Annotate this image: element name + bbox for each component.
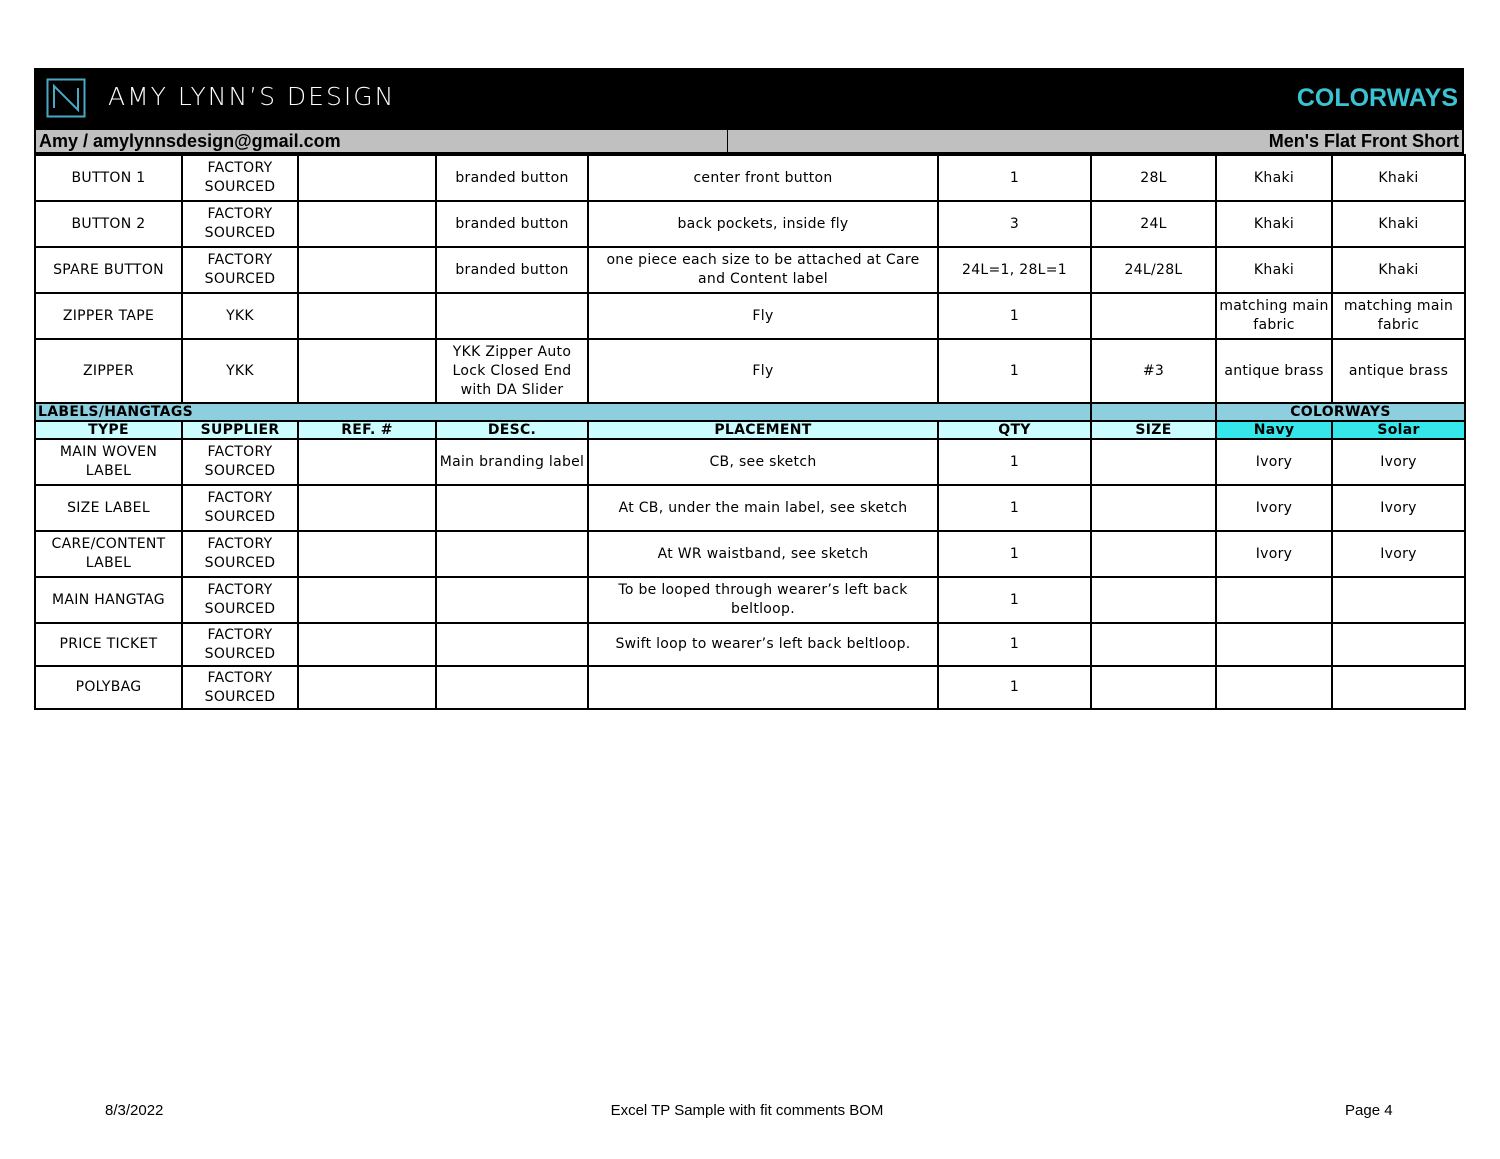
cell-type: PRICE TICKET bbox=[35, 623, 182, 666]
cell-placement: one piece each size to be attached at Care and Content label bbox=[588, 247, 938, 293]
cell-ref bbox=[298, 339, 436, 403]
cell-ref bbox=[298, 155, 436, 201]
cell-ref bbox=[298, 623, 436, 666]
cell-size bbox=[1091, 293, 1216, 339]
table-row bbox=[35, 531, 1465, 577]
labels-section-header bbox=[35, 403, 1465, 439]
cell-placement: center front button bbox=[588, 155, 938, 201]
cell-size bbox=[1091, 666, 1216, 709]
cell-type: POLYBAG bbox=[35, 666, 182, 709]
cell-supplier: FACTORY SOURCED bbox=[182, 247, 298, 293]
cell-qty: 24L=1, 28L=1 bbox=[938, 247, 1091, 293]
table-row bbox=[35, 293, 1465, 339]
cell-navy: Ivory bbox=[1216, 439, 1332, 485]
cell-supplier: YKK bbox=[182, 293, 298, 339]
cell-navy bbox=[1216, 577, 1332, 623]
cell-navy: antique brass bbox=[1216, 339, 1332, 403]
header-solar: Solar bbox=[1332, 421, 1465, 439]
table-row bbox=[35, 666, 1465, 709]
cell-placement: At WR waistband, see sketch bbox=[588, 531, 938, 577]
header-supplier: SUPPLIER bbox=[182, 421, 298, 439]
cell-type: BUTTON 2 bbox=[35, 201, 182, 247]
cell-ref bbox=[298, 201, 436, 247]
cell-solar: Khaki bbox=[1332, 155, 1465, 201]
cell-desc bbox=[436, 623, 588, 666]
cell-placement: Fly bbox=[588, 293, 938, 339]
cell-navy bbox=[1216, 623, 1332, 666]
cell-desc: branded button bbox=[436, 201, 588, 247]
cell-desc bbox=[436, 577, 588, 623]
table-row bbox=[35, 201, 1465, 247]
cell-supplier: FACTORY SOURCED bbox=[182, 577, 298, 623]
header-desc: DESC. bbox=[436, 421, 588, 439]
cell-type: CARE/CONTENT LABEL bbox=[35, 531, 182, 577]
colorways-header: COLORWAYS bbox=[1216, 403, 1465, 421]
cell-placement: Fly bbox=[588, 339, 938, 403]
cell-desc: Main branding label bbox=[436, 439, 588, 485]
cell-navy: Khaki bbox=[1216, 201, 1332, 247]
cell-desc bbox=[436, 293, 588, 339]
cell-desc bbox=[436, 531, 588, 577]
header-placement: PLACEMENT bbox=[588, 421, 938, 439]
cell-navy: Khaki bbox=[1216, 155, 1332, 201]
cell-placement: Swift loop to wearer’s left back beltloop. bbox=[588, 623, 938, 666]
cell-size: 28L bbox=[1091, 155, 1216, 201]
cell-solar: Khaki bbox=[1332, 201, 1465, 247]
footer-document: Excel TP Sample with fit comments BOM bbox=[610, 1102, 884, 1119]
cell-supplier: FACTORY SOURCED bbox=[182, 623, 298, 666]
header-type: TYPE bbox=[35, 421, 182, 439]
cell-qty: 1 bbox=[938, 531, 1091, 577]
cell-qty: 1 bbox=[938, 666, 1091, 709]
cell-solar: Khaki bbox=[1332, 247, 1465, 293]
cell-type: ZIPPER TAPE bbox=[35, 293, 182, 339]
table-row bbox=[35, 439, 1465, 485]
header-ref: REF. # bbox=[298, 421, 436, 439]
cell-size bbox=[1091, 531, 1216, 577]
cell-type: SPARE BUTTON bbox=[35, 247, 182, 293]
cell-size: #3 bbox=[1091, 339, 1216, 403]
table-row bbox=[35, 339, 1465, 403]
cell-placement: At CB, under the main label, see sketch bbox=[588, 485, 938, 531]
cell-solar: matching main fabric bbox=[1332, 293, 1465, 339]
cell-ref bbox=[298, 247, 436, 293]
cell-size bbox=[1091, 485, 1216, 531]
cell-qty: 1 bbox=[938, 577, 1091, 623]
cell-qty: 3 bbox=[938, 201, 1091, 247]
cell-desc: YKK Zipper Auto Lock Closed End with DA Slider bbox=[436, 339, 588, 403]
cell-placement: CB, see sketch bbox=[588, 439, 938, 485]
header-navy: Navy bbox=[1216, 421, 1332, 439]
table-row bbox=[35, 155, 1465, 201]
cell-ref bbox=[298, 293, 436, 339]
table-row bbox=[35, 485, 1465, 531]
brand-name: AMY LYNN’S DESIGN bbox=[108, 82, 396, 111]
table-row bbox=[35, 577, 1465, 623]
section-row bbox=[35, 403, 1465, 421]
cell-desc bbox=[436, 666, 588, 709]
cell-solar: Ivory bbox=[1332, 439, 1465, 485]
cell-type: BUTTON 1 bbox=[35, 155, 182, 201]
footer-page: Page 4 bbox=[1345, 1102, 1393, 1119]
product-name: Men's Flat Front Short bbox=[1268, 131, 1459, 151]
bom-table bbox=[34, 154, 1466, 710]
cell-placement: To be looped through wearer’s left back beltloop. bbox=[588, 577, 938, 623]
labels-table-body bbox=[35, 439, 1465, 709]
cell-ref bbox=[298, 439, 436, 485]
cell-ref bbox=[298, 666, 436, 709]
cell-size bbox=[1091, 623, 1216, 666]
header-banner bbox=[34, 68, 1464, 130]
cell-navy: Khaki bbox=[1216, 247, 1332, 293]
cell-solar bbox=[1332, 666, 1465, 709]
cell-navy: matching main fabric bbox=[1216, 293, 1332, 339]
page-title: COLORWAYS bbox=[1296, 84, 1458, 112]
cell-supplier: FACTORY SOURCED bbox=[182, 201, 298, 247]
cell-supplier: YKK bbox=[182, 339, 298, 403]
logo-icon bbox=[46, 78, 86, 118]
cell-navy: Ivory bbox=[1216, 531, 1332, 577]
cell-supplier: FACTORY SOURCED bbox=[182, 439, 298, 485]
cell-supplier: FACTORY SOURCED bbox=[182, 666, 298, 709]
cell-solar bbox=[1332, 577, 1465, 623]
table-row bbox=[35, 247, 1465, 293]
section-spacer bbox=[1091, 403, 1216, 421]
cell-supplier: FACTORY SOURCED bbox=[182, 531, 298, 577]
cell-desc bbox=[436, 485, 588, 531]
table-row bbox=[35, 623, 1465, 666]
bom-sheet bbox=[34, 68, 1464, 710]
cell-size bbox=[1091, 439, 1216, 485]
cell-ref bbox=[298, 485, 436, 531]
section-title: LABELS/HANGTAGS bbox=[35, 403, 1091, 421]
cell-desc: branded button bbox=[436, 247, 588, 293]
cell-ref bbox=[298, 577, 436, 623]
trims-table-body bbox=[35, 155, 1465, 403]
cell-navy: Ivory bbox=[1216, 485, 1332, 531]
cell-supplier: FACTORY SOURCED bbox=[182, 485, 298, 531]
cell-type: ZIPPER bbox=[35, 339, 182, 403]
cell-type: SIZE LABEL bbox=[35, 485, 182, 531]
cell-placement bbox=[588, 666, 938, 709]
cell-qty: 1 bbox=[938, 623, 1091, 666]
cell-size: 24L bbox=[1091, 201, 1216, 247]
cell-ref bbox=[298, 531, 436, 577]
cell-qty: 1 bbox=[938, 155, 1091, 201]
cell-type: MAIN HANGTAG bbox=[35, 577, 182, 623]
cell-qty: 1 bbox=[938, 339, 1091, 403]
cell-navy bbox=[1216, 666, 1332, 709]
header-qty: QTY bbox=[938, 421, 1091, 439]
contact-info: Amy / amylynnsdesign@gmail.com bbox=[36, 130, 728, 152]
cell-desc: branded button bbox=[436, 155, 588, 201]
cell-placement: back pockets, inside fly bbox=[588, 201, 938, 247]
cell-type: MAIN WOVEN LABEL bbox=[35, 439, 182, 485]
cell-size bbox=[1091, 577, 1216, 623]
column-header-row bbox=[35, 421, 1465, 439]
cell-qty: 1 bbox=[938, 439, 1091, 485]
cell-qty: 1 bbox=[938, 485, 1091, 531]
info-bar bbox=[34, 130, 1464, 154]
header-size: SIZE bbox=[1091, 421, 1216, 439]
footer-date: 8/3/2022 bbox=[105, 1102, 164, 1119]
cell-qty: 1 bbox=[938, 293, 1091, 339]
cell-solar: antique brass bbox=[1332, 339, 1465, 403]
cell-solar: Ivory bbox=[1332, 485, 1465, 531]
cell-supplier: FACTORY SOURCED bbox=[182, 155, 298, 201]
cell-size: 24L/28L bbox=[1091, 247, 1216, 293]
cell-solar: Ivory bbox=[1332, 531, 1465, 577]
cell-solar bbox=[1332, 623, 1465, 666]
